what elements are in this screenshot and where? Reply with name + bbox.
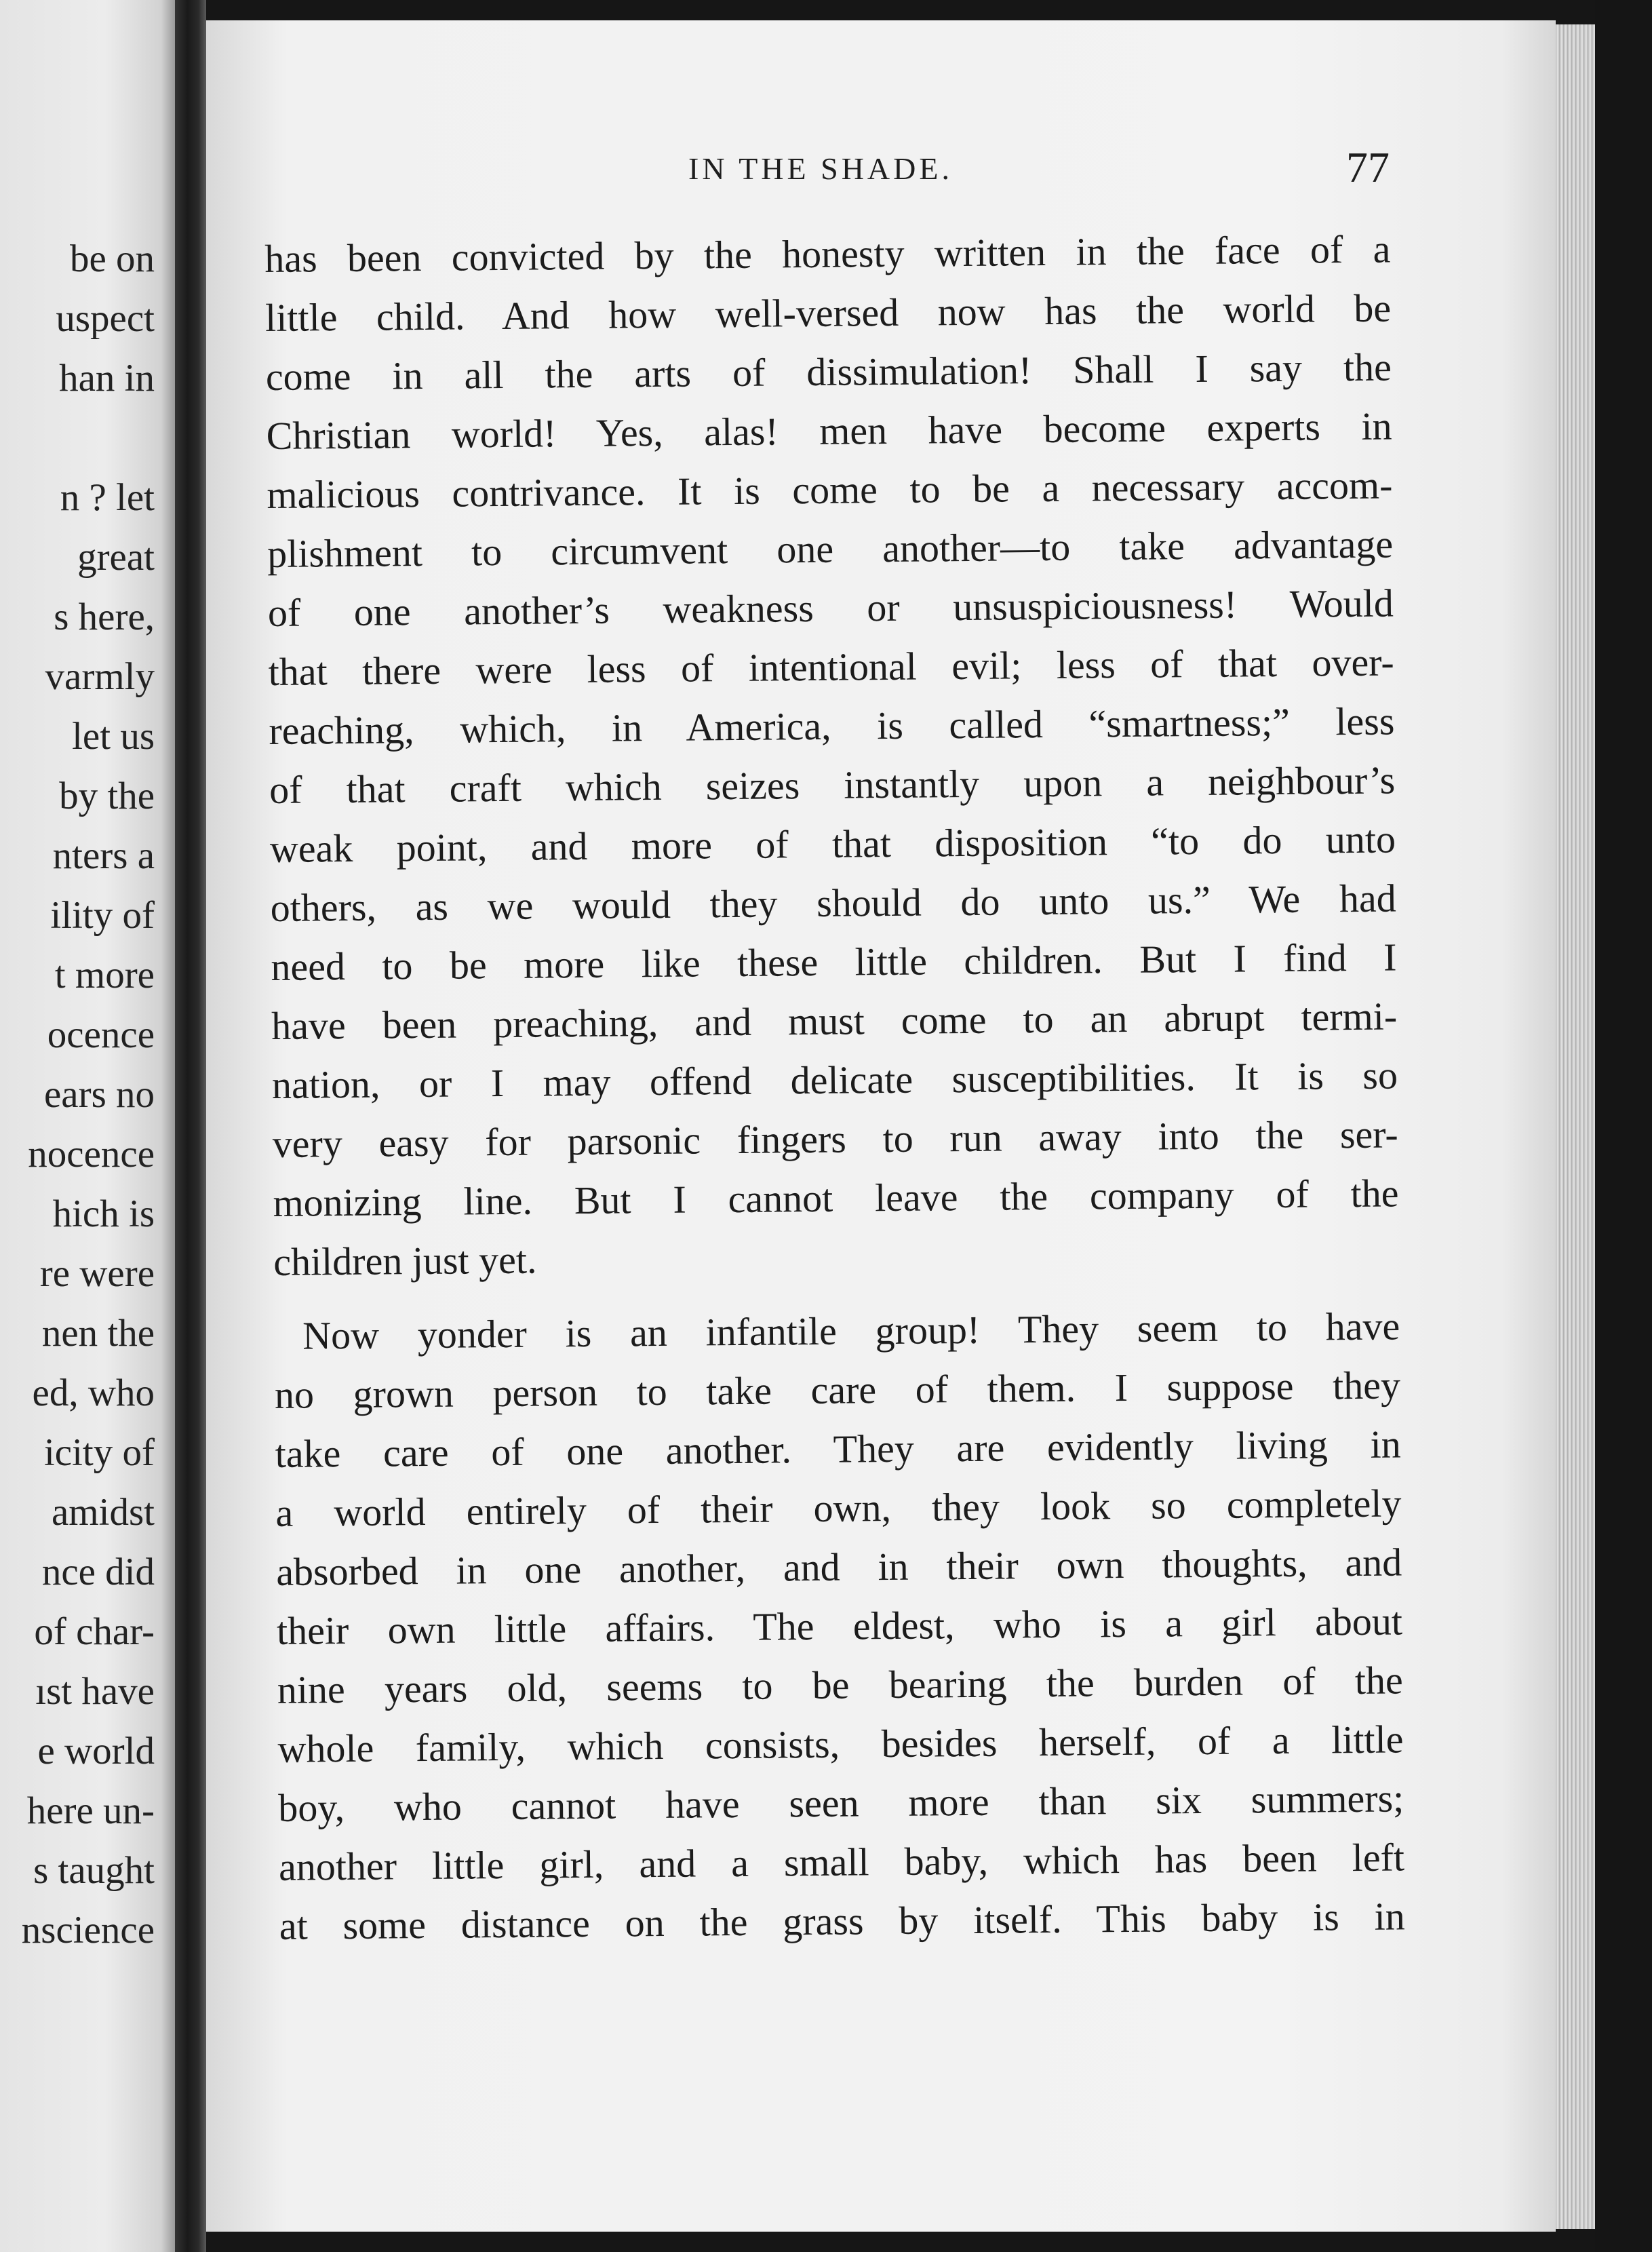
left-line: han in bbox=[59, 357, 155, 400]
left-line: n ? let bbox=[60, 476, 155, 519]
text-line: boy, who cannot have seen more than six summers; bbox=[278, 1776, 1404, 1830]
text-line: malicious contrivance. It is come to be a necessary accom- bbox=[267, 463, 1393, 517]
left-line: hich is bbox=[52, 1192, 155, 1235]
left-line: of char- bbox=[34, 1610, 155, 1653]
left-line: nters a bbox=[52, 834, 155, 877]
text-line: nine years old, seems to be bearing the burden of the bbox=[277, 1658, 1404, 1712]
left-page bbox=[0, 0, 175, 2252]
left-line: ed, who bbox=[32, 1372, 155, 1414]
left-line: by the bbox=[59, 775, 155, 817]
left-line: s here, bbox=[54, 596, 155, 638]
left-line bbox=[0, 408, 155, 468]
left-line: ocence bbox=[47, 1013, 155, 1056]
running-head: IN THE SHADE. bbox=[688, 151, 953, 186]
text-line: that there were less of intentional evil; less of that over- bbox=[268, 640, 1394, 694]
text-line: monizing line. But I cannot leave the company of the bbox=[273, 1171, 1399, 1225]
text-line: little child. And how well-versed now has the world be bbox=[264, 286, 1392, 340]
left-line: nscience bbox=[21, 1909, 155, 1952]
page-number: 77 bbox=[1346, 143, 1390, 191]
text-line: children just yet. bbox=[273, 1237, 537, 1284]
body-text bbox=[264, 220, 1405, 1956]
left-page-text bbox=[0, 229, 155, 1960]
left-line: s taught bbox=[33, 1849, 155, 1892]
text-line: need to be more like these little children. But I find I bbox=[271, 935, 1397, 989]
text-line: have been preaching, and must come to an abrupt termi- bbox=[271, 994, 1398, 1048]
left-line: let us bbox=[72, 715, 155, 758]
text-line: their own little affairs. The eldest, who is a girl about bbox=[276, 1599, 1403, 1653]
text-line: come in all the arts of dissimulation! Shall I say the bbox=[265, 345, 1392, 399]
scan-background bbox=[1595, 0, 1652, 2252]
left-line: ears no bbox=[43, 1073, 155, 1116]
text-line: another little girl, and a small baby, which has been left bbox=[278, 1835, 1405, 1889]
text-line: of one another’s weakness or unsuspiciousness! Would bbox=[267, 581, 1394, 635]
text-line: others, as we would they should do unto us.” We had bbox=[270, 876, 1396, 930]
text-line: has been convicted by the honesty written in the face of a bbox=[264, 227, 1391, 281]
left-line: t more bbox=[54, 954, 155, 996]
left-line: e world bbox=[37, 1730, 155, 1772]
text-line: reaching, which, in America, is called “smartness;” less bbox=[269, 699, 1395, 753]
paragraph bbox=[274, 1296, 1405, 1955]
left-line: ıst have bbox=[35, 1670, 155, 1713]
left-line: uspect bbox=[56, 297, 155, 340]
text-line: absorbed in one another, and in their own thoughts, and bbox=[275, 1540, 1402, 1594]
left-line: varmly bbox=[45, 655, 155, 698]
text-line: a world entirely of their own, they look so completely bbox=[275, 1481, 1402, 1535]
text-line: Christian world! Yes, alas! men have become experts in bbox=[266, 404, 1392, 458]
left-line: nocence bbox=[28, 1133, 155, 1176]
text-line: very easy for parsonic fingers to run away into the ser- bbox=[272, 1112, 1398, 1166]
left-line: ility of bbox=[50, 894, 155, 937]
book-gutter bbox=[175, 0, 206, 2252]
text-line: of that craft which seizes instantly upon a neighbour’s bbox=[269, 758, 1396, 812]
left-line: great bbox=[77, 536, 155, 579]
left-line: here un- bbox=[26, 1789, 155, 1832]
text-line: plishment to circumvent one another—to take advantage bbox=[267, 522, 1394, 576]
text-line: nation, or I may offend delicate susceptibilities. It is so bbox=[271, 1053, 1398, 1107]
text-line: Now yonder is an infantile group! They seem to have bbox=[302, 1304, 1400, 1358]
left-line: nen the bbox=[41, 1312, 155, 1355]
left-line: nce did bbox=[41, 1551, 155, 1593]
left-line: amidst bbox=[52, 1491, 155, 1534]
page-edge bbox=[1556, 24, 1595, 2229]
text-line: take care of one another. They are evidently living in bbox=[275, 1422, 1401, 1476]
left-line: re were bbox=[39, 1252, 155, 1295]
text-line: no grown person to take care of them. I suppose they bbox=[274, 1363, 1401, 1417]
text-line: weak point, and more of that disposition “to do unto bbox=[269, 817, 1396, 871]
left-line: icity of bbox=[43, 1431, 155, 1474]
paragraph bbox=[264, 220, 1400, 1292]
text-line: at some distance on the grass by itself. This baby is in bbox=[279, 1894, 1406, 1948]
text-line: whole family, which consists, besides herself, of a little bbox=[277, 1717, 1404, 1771]
left-line: be on bbox=[69, 237, 155, 280]
